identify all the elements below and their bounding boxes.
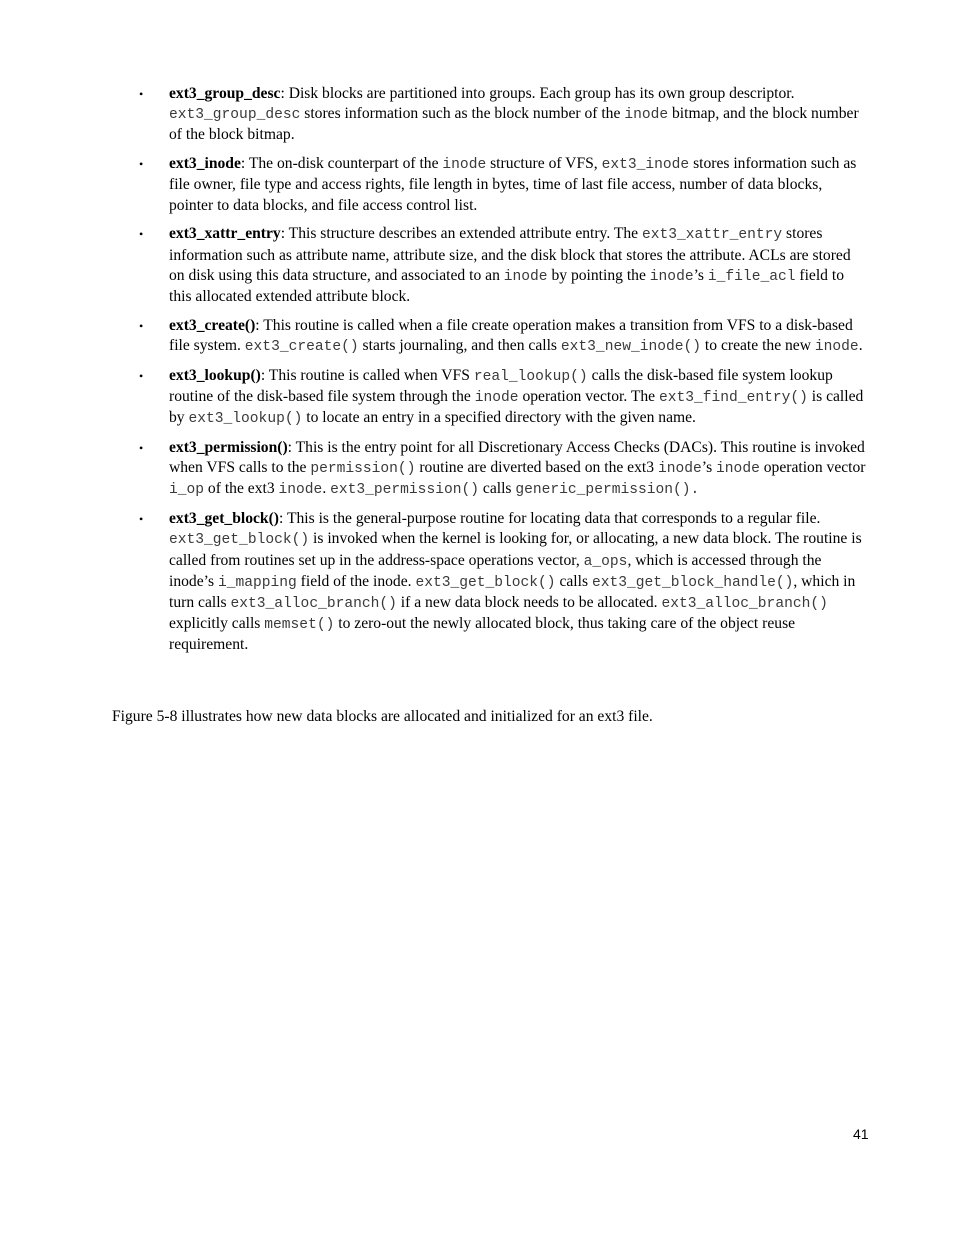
text: : This routine is called when VFS [260,366,474,384]
code: ext3_alloc_branch() [661,596,828,613]
text: of the ext3 [204,480,279,498]
term: ext3_lookup() [169,366,261,384]
text: bitmap, and the block number of the block bitmap. [169,105,859,144]
code: ext3_alloc_branch() [230,596,397,613]
code: inode [716,461,760,478]
term: ext3_inode [169,155,241,173]
text: : Disk blocks are partitioned into groups. Each group has its own group descriptor. [280,85,795,102]
text: to create the new [701,337,815,355]
text: : This routine is called when a file create operation makes a transition from VFS to a disk-based file system. [169,316,853,355]
text: . [322,480,331,498]
code: memset() [264,617,335,634]
bullet: • [139,512,144,527]
term: ext3_create() [169,316,256,334]
text: calls [555,572,592,590]
definition-list [139,84,869,664]
term: ext3_group_desc [169,85,281,102]
code: ext3_xattr_entry [642,227,783,244]
bullet: • [139,227,144,242]
code: ext3_get_block_handle() [591,574,794,591]
text: routine are diverted based on the ext3 [415,459,658,477]
text: : The on-disk counterpart of the [240,155,443,173]
text: stores information such as file owner, file type and access rights, file length in bytes, time of last file access, number of data blocks, pointer to data blocks, and file access control list. [169,155,857,214]
term: ext3_get_block() [169,510,279,528]
text: is called by [169,388,864,427]
text: operation vector. The [518,388,659,406]
code: i_mapping [217,574,297,591]
code: inode [814,339,859,356]
text: stores information such as attribute name, attribute size, and the disk block that stores the attribute. ACLs are stored on disk using this data structure, and associated to an [169,225,851,284]
list-item [139,316,869,357]
code: ext3_lookup() [188,411,303,428]
text: field of the inode. [296,572,416,590]
code: i_file_acl [707,268,796,285]
list-item [139,154,869,216]
text: to locate an entry in a specified directory with the given name. [302,409,696,427]
text: , which is accessed through the inode’s [169,551,822,590]
bullet: • [139,157,144,172]
code: inode [657,461,702,478]
code: i_op [169,482,205,499]
code: inode [474,390,519,407]
code: ext3_create() [244,339,359,356]
code: generic_permission(). [515,482,700,499]
text: is invoked when the kernel is looking for, or allocating, a new data block. The routine is called from routines set up in the address-space operations vector, [169,530,862,569]
text: operation vector [759,459,866,477]
bullet: • [139,318,144,333]
code: inode [624,107,669,124]
list-item [139,509,869,655]
code: inode [442,157,487,174]
text: ’s [701,459,717,477]
code: a_ops [583,553,628,570]
page-number: 41 [853,1126,869,1142]
text: by pointing the [547,266,650,284]
code: ext3_group_desc [169,107,301,124]
bullet: • [139,441,144,456]
code: ext3_permission() [330,482,479,499]
text: field to this allocated extended attribute block. [169,266,844,306]
code: real_lookup() [473,368,588,385]
text: stores information such as the block number of the [300,105,625,123]
text: calls the disk-based file system lookup routine of the disk-based file system through the [169,366,833,406]
text: : This is the entry point for all Discretionary Access Checks (DACs). This routine is invoked when VFS calls to the [169,439,865,477]
code: ext3_find_entry() [659,390,808,407]
text: explicitly calls [169,615,265,633]
code: ext3_new_inode() [560,339,702,356]
text: ’s [693,266,708,284]
text: calls [479,480,516,498]
code: inode [278,482,323,499]
code: inode [649,268,694,285]
code: permission() [310,461,416,478]
text: starts journaling, and then calls [358,337,561,355]
text: : This is the general-purpose routine for locating data that corresponds to a regular file. [279,510,821,528]
text: : This structure describes an extended attribute entry. The [280,225,643,243]
code: inode [503,268,548,285]
bullet: • [139,368,144,383]
text: . [858,337,863,355]
list-item [139,438,869,501]
code: ext3_get_block() [415,574,556,591]
text: , which in turn calls [169,572,856,612]
list-item [139,366,869,430]
closing-paragraph: Figure 5-8 illustrates how new data blocks are allocated and initialized for an ext3 file. [112,708,653,725]
term: ext3_xattr_entry [169,225,281,243]
code: ext3_get_block() [169,532,310,549]
list-item [139,84,869,146]
text: structure of VFS, [486,155,602,173]
text: if a new data block needs to be allocated. [396,594,662,612]
bullet: • [139,87,144,101]
text: to zero-out the newly allocated block, thus taking care of the object reuse requirement. [169,615,796,654]
code: ext3_inode [601,157,690,174]
list-item [139,224,869,307]
term: ext3_permission() [169,439,288,457]
